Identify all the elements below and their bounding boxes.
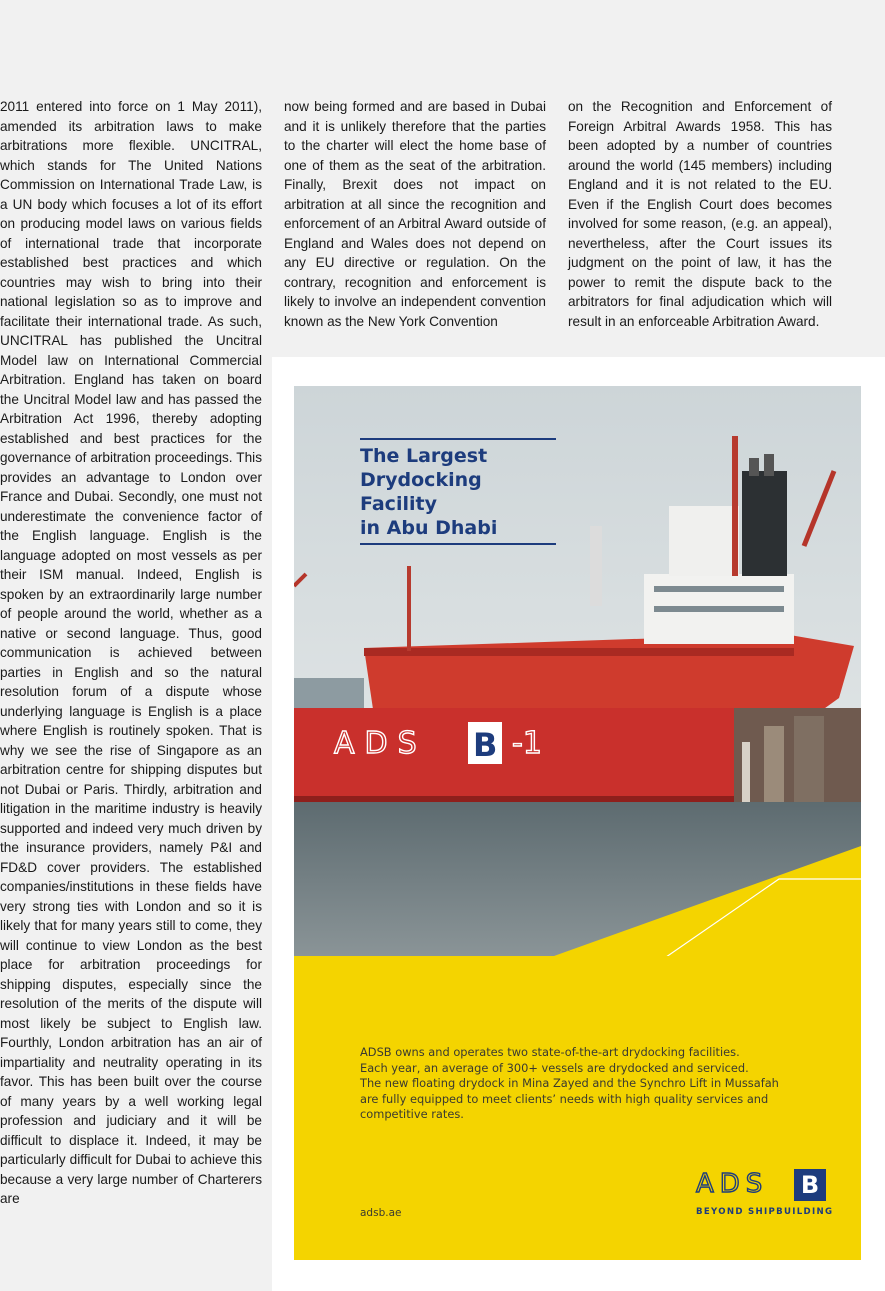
dock-lettering: ADS: [334, 726, 427, 761]
headline-line: The Largest: [360, 445, 488, 467]
logo-tagline: BEYOND SHIPBUILDING: [696, 1207, 834, 1217]
article-text: on the Recognition and Enforcement of Foreign Arbitral Awards 1958. This has been adopted by a number of countries around the world (145 members) including England and it is not related to the EU. Even if the English Court does becomes involved for some reason, (e.g. an appeal), nevertheless, after the Court issues its judgment on the point of law, it has the power to remit the dispute back to the arbitrators for final adjudication which will result in an enforceable Arbitration Award.: [568, 99, 832, 329]
adsb-logo: [696, 1169, 834, 1219]
svg-text:-1: -1: [512, 726, 542, 761]
ad-website-link[interactable]: adsb.ae: [360, 1207, 402, 1219]
svg-text:B: B: [473, 726, 498, 764]
ad-body-copy: [360, 1045, 800, 1123]
ad-copy-line: Each year, an average of 300+ vessels are drydocked and serviced.: [360, 1060, 749, 1075]
article-column-1: [0, 97, 262, 1209]
headline-line: in Abu Dhabi: [360, 517, 498, 539]
article-text: 2011 entered into force on 1 May 2011), amended its arbitration laws to make arbitrations more flexible. UNCITRAL, which stands for The United Nations Commission on International Trade Law, is a UN body which focuses a lot of its effort on producing model laws on various fields of international trade that incorporate established best practices and which countries may wish to bring into their national legislation so as to improve and facilitate their international trade. As such, UNCITRAL has published the Uncitral Model law on International Commercial Arbitration. England has taken on board the Uncitral Model law and has passed the Arbitration Act 1996, thereby adopting established and best practices for the governance of arbitration proceedings. This provides an advantage to London over France and Dubai. Secondly, one must not underestimate the convenience factor of the English language. English is the language adopted on most vessels as per their ISM manual. Indeed, English is spoken by an extraordinarily large number of people around the world, whether as a native or second language. Thus, good communication is achieved between parties in English and so the natural resolution forum of a dispute whose underlying language is English is a place where English is routinely spoken. That is why we see the rise of Singapore as an arbitration centre for shipping disputes but not Dubai or Paris. Thirdly, arbitration and litigation in the maritime industry is heavily supported and indeed very much driven by the insurance providers, namely P&I and FD&D cover providers. The established companies/institutions in these fields have very strong ties with London and so it is likely that for many years still to come, they will continue to view London as the best place for arbitration proceedings for shipping disputes, especially since the resolution of the merits of the dispute will most likely be subject to English law. Fourthly, London arbitration has an air of impartiality and neutrality operating in its favor. This has been built over the course of many years by a well working legal profession and judiciary and it will be difficult to displace it. Indeed, it may be particularly difficult for Dubai to achieve this because a very large number of Charterers are: [0, 99, 262, 1206]
adsb-advertisement: [294, 386, 861, 1260]
headline-line: Drydocking Facility: [360, 469, 482, 515]
article-text: now being formed and are based in Dubai and it is unlikely therefore that the parties to the charter will elect the home base of one of them as the seat of the arbitration. Finally, Brexit does not impact on arbitration at all since the recognition and enforcement of an Arbitral Award outside of England and Wales does not depend on any EU directive or regulation. On the contrary, recognition and enforcement is likely to involve an independent convention known as the New York Convention: [284, 99, 546, 329]
logo-b-block: B: [794, 1169, 826, 1201]
article-column-2: [284, 97, 546, 331]
article-column-3: [568, 97, 832, 331]
ad-copy-line: ADSB owns and operates two state-of-the-art drydocking facilities.: [360, 1045, 740, 1059]
ad-copy-line: The new floating drydock in Mina Zayed and the Synchro Lift in Mussafah are fully equipped to meet clients’ needs with high quality services and competitive rates.: [360, 1076, 779, 1122]
ad-headline: [360, 438, 556, 545]
logo-letters: ADS: [696, 1169, 769, 1199]
